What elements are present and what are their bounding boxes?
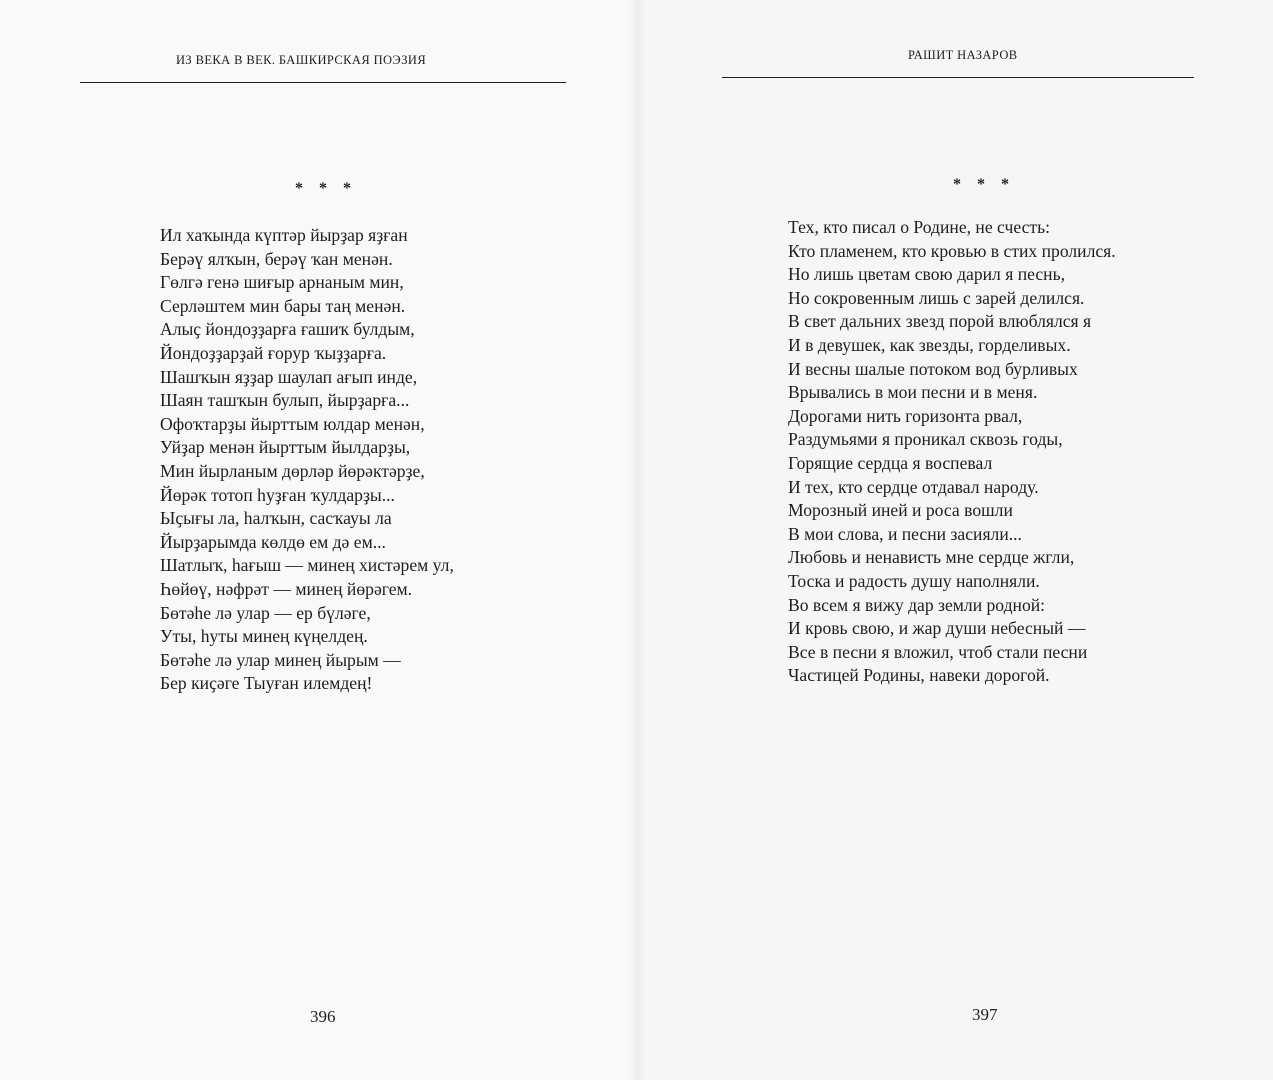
left-header-rule [80,82,566,83]
poem-line: В свет дальних звезд порой влюблялся я [788,311,1092,332]
poem-line: Тоска и радость душу наполняли. [788,570,1040,591]
poem-line: И весны шалые потоком вод бурливых [788,358,1078,379]
poem-line: Горящие сердца я воспевал [788,452,993,473]
poem-line: Мин йырланым дөрләр йөрәктәрҙе, [160,460,425,481]
poem-line: И кровь свою, и жар души небесный — [788,618,1086,639]
poem-line: Йөрәк тотоп һуҙған ҡулдарҙы... [160,484,395,505]
poem-line: Алыҫ йондоҙҙарға ғашиҡ булдым, [160,319,415,340]
poem-line: Берәү ялҡын, берәү ҡан менән. [160,248,393,269]
poem-line: И в девушек, как звезды, горделивых. [788,334,1071,355]
right-page-number: 397 [972,1005,998,1024]
right-poem [788,216,1116,688]
poem-line: Һөйөү, нәфрәт — минең йөрәгем. [160,578,413,599]
poem-line: Тех, кто писал о Родине, не счесть: [788,217,1051,237]
poem-line: Шашҡын яҙҙар шаулап ағып инде, [160,366,418,387]
right-running-head: РАШИТ НАЗАРОВ [908,48,1018,62]
poem-line: Ыҫығы ла, һалҡын, сасҡауы ла [160,508,392,529]
left-section-separator: * * * [295,180,357,197]
poem-line: Дорогами нить горизонта рвал, [788,405,1023,426]
poem-line: Бөтәһе лә улар минең йырым — [160,649,401,670]
poem-line: Йондоҙҙарҙай ғорур ҡыҙҙарға. [160,342,387,363]
left-running-head: ИЗ ВЕКА В ВЕК. БАШКИРСКАЯ ПОЭЗИЯ [176,53,427,67]
left-page-number: 396 [310,1007,336,1026]
poem-line: В мои слова, и песни засияли... [788,523,1022,544]
poem-line: Но сокровенным лишь с зарей делился. [788,287,1085,308]
poem-line: Гөлгә генә шиғыр арнаным мин, [160,272,404,293]
poem-line: Йырҙарымда көлдө ем дә ем... [160,531,386,552]
poem-line: Уты, һуты минең күңелдең. [160,626,368,647]
poem-line: Шатлыҡ, һағыш — минең хистәрем ул, [160,555,454,576]
book-gutter [626,0,648,1080]
right-header-rule [722,77,1194,78]
poem-line: Но лишь цветам свою дарил я песнь, [788,264,1066,285]
poem-line: Морозный иней и роса вошли [788,500,1013,521]
poem-line: Бер киҫәге Тыуған илемдең! [160,673,373,694]
poem-line: И тех, кто сердце отдавал народу. [788,476,1039,497]
poem-line: Офоҡтарҙы йырттым юлдар менән, [160,413,425,434]
poem-line: Кто пламенем, кто кровью в стих пролился. [788,240,1116,261]
poem-line: Частицей Родины, навеки дорогой. [788,665,1050,686]
poem-line: Раздумьями я проникал сквозь годы, [788,429,1063,450]
poem-line: Серләштем мин бары таң менән. [160,295,406,316]
left-poem [160,224,454,696]
right-section-separator: * * * [953,176,1015,193]
poem-line: Шаян ташҡын булып, йырҙарға... [160,390,410,411]
poem-line: Врывались в мои песни и в меня. [788,382,1038,403]
poem-line: Любовь и ненависть мне сердце жгли, [788,547,1075,568]
poem-line: Уйҙар менән йырттым йылдарҙы, [160,437,411,458]
poem-line: Все в песни я вложил, чтоб стали песни [788,641,1088,662]
poem-line: Ил хаҡында күптәр йырҙар яҙған [160,225,408,245]
poem-line: Во всем я вижу дар земли родной: [788,594,1046,615]
poem-line: Бөтәһе лә улар — ер бүләге, [160,602,371,623]
